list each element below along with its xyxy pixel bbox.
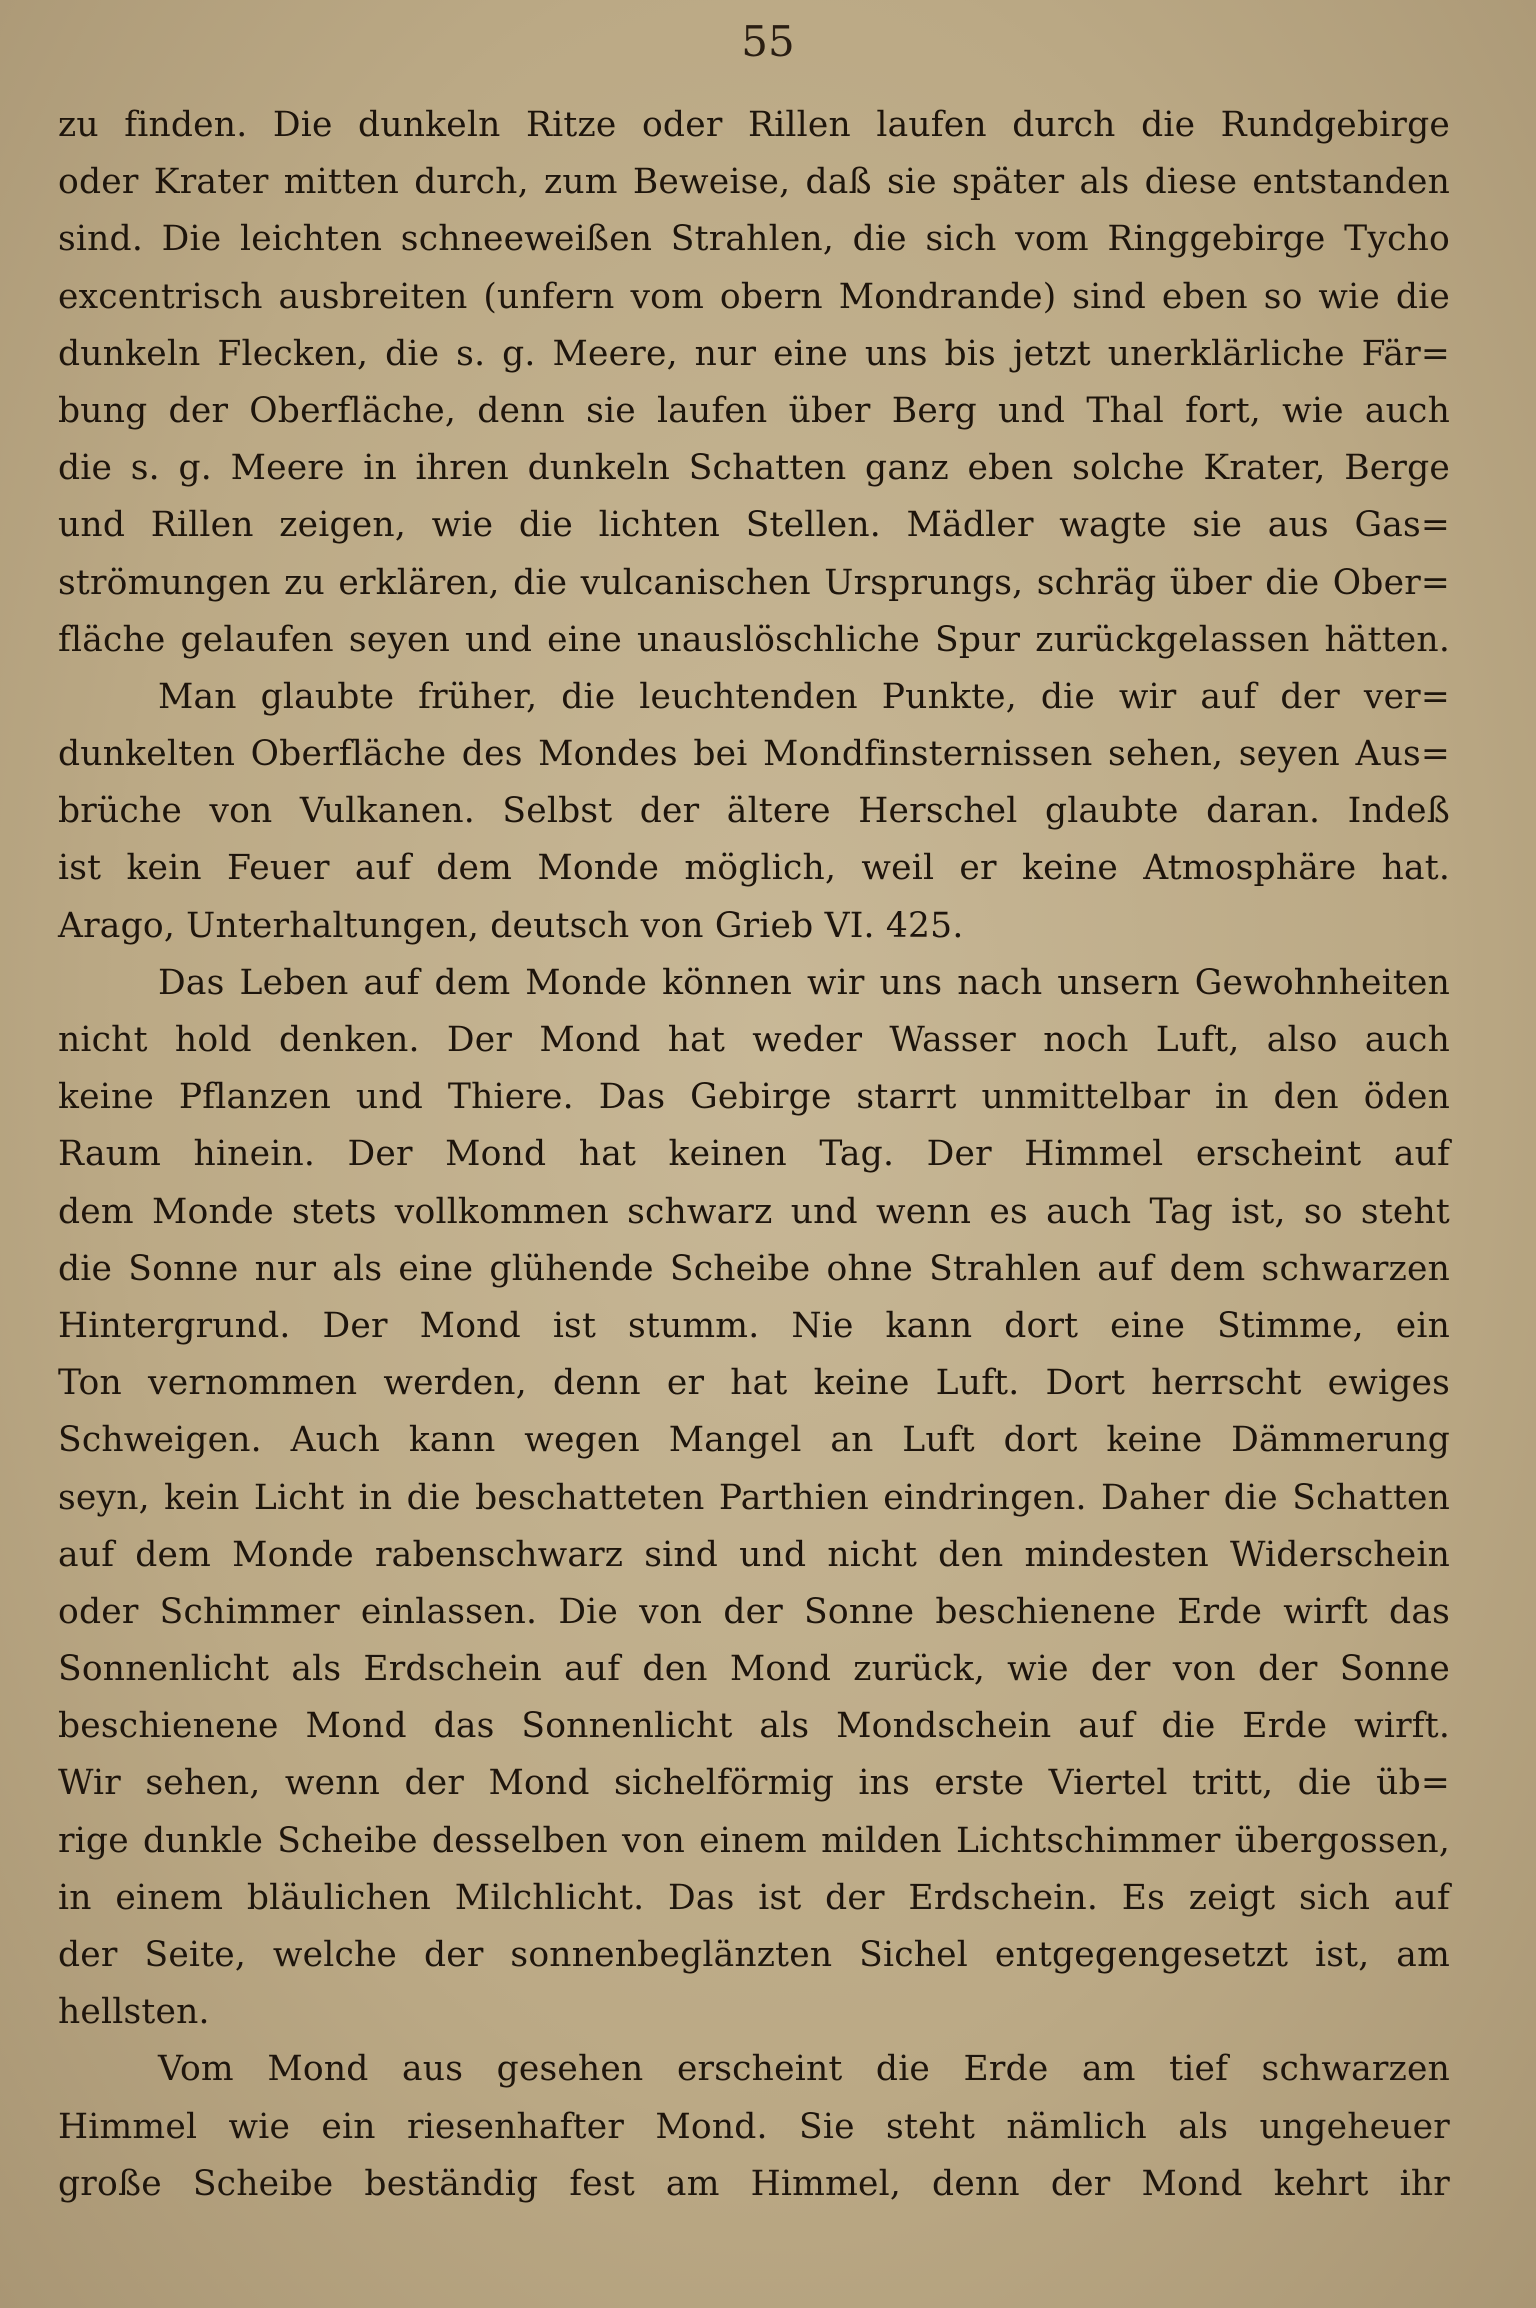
text-line: Schweigen. Auch kann wegen Mangel an Luft dort keine Dämmerung bbox=[58, 1420, 1450, 1461]
text-line: rige dunkle Scheibe desselben von einem milden Lichtschimmer übergossen, bbox=[58, 1820, 1450, 1861]
paragraph bbox=[58, 955, 1450, 2042]
text-line: ist kein Feuer auf dem Monde möglich, weil er keine Atmosphäre hat. bbox=[58, 848, 1450, 889]
text-line: Man glaubte früher, die leuchtenden Punkte, die wir auf der ver= bbox=[158, 676, 1450, 717]
text-line: Himmel wie ein riesenhafter Mond. Sie steht nämlich als ungeheuer bbox=[58, 2106, 1450, 2147]
text-line: Arago, Unterhaltungen, deutsch von Grieb VI. 425. bbox=[58, 905, 964, 946]
text-line: Wir sehen, wenn der Mond sichelförmig ins erste Viertel tritt, die üb= bbox=[58, 1763, 1450, 1804]
text-line: beschienene Mond das Sonnenlicht als Mondschein auf die Erde wirft. bbox=[58, 1706, 1450, 1747]
text-line: fläche gelaufen seyen und eine unauslöschliche Spur zurückgelassen hätten. bbox=[58, 619, 1450, 660]
body-text bbox=[58, 97, 1450, 2213]
text-line: excentrisch ausbreiten (unfern vom obern Mondrande) sind eben so wie die bbox=[58, 276, 1450, 317]
text-line: dem Monde stets vollkommen schwarz und wenn es auch Tag ist, so steht bbox=[58, 1191, 1450, 1232]
text-line: Sonnenlicht als Erdschein auf den Mond zurück, wie der von der Sonne bbox=[58, 1649, 1450, 1690]
text-line: Das Leben auf dem Monde können wir uns nach unsern Gewohnheiten bbox=[158, 962, 1450, 1003]
text-line: dunkelten Oberfläche des Mondes bei Mondfinsternissen sehen, seyen Aus= bbox=[58, 734, 1450, 775]
text-line: auf dem Monde rabenschwarz sind und nicht den mindesten Widerschein bbox=[58, 1534, 1450, 1575]
text-line: strömungen zu erklären, die vulcanischen Ursprungs, schräg über die Ober= bbox=[58, 562, 1450, 603]
text-line: Ton vernommen werden, denn er hat keine Luft. Dort herrscht ewiges bbox=[58, 1363, 1450, 1404]
text-line: Vom Mond aus gesehen erscheint die Erde am tief schwarzen bbox=[158, 2049, 1450, 2090]
text-line: nicht hold denken. Der Mond hat weder Wasser noch Luft, also auch bbox=[58, 1020, 1450, 1060]
text-line: keine Pflanzen und Thiere. Das Gebirge starrt unmittelbar in den öden bbox=[58, 1077, 1450, 1118]
text-line: bung der Oberfläche, denn sie laufen über Berg und Thal fort, wie auch bbox=[58, 390, 1450, 431]
text-line: seyn, kein Licht in die beschatteten Parthien eindringen. Daher die Schatten bbox=[58, 1477, 1450, 1518]
text-line: oder Krater mitten durch, zum Beweise, daß sie später als diese entstanden bbox=[58, 162, 1450, 203]
paragraph bbox=[58, 97, 1450, 669]
text-line: die s. g. Meere in ihren dunkeln Schatten ganz eben solche Krater, Berge bbox=[58, 448, 1450, 489]
paragraph bbox=[58, 2041, 1450, 2213]
text-line: hellsten. bbox=[58, 1992, 210, 2033]
text-line: große Scheibe beständig fest am Himmel, denn der Mond kehrt ihr bbox=[58, 2163, 1450, 2204]
text-line: dunkeln Flecken, die s. g. Meere, nur eine uns bis jetzt unerklärliche Fär= bbox=[58, 333, 1450, 374]
page-number: 55 bbox=[741, 17, 795, 66]
paragraph bbox=[58, 669, 1450, 955]
text-line: zu finden. Die dunkeln Ritze oder Rillen laufen durch die Rundgebirge bbox=[58, 105, 1450, 145]
text-line: oder Schimmer einlassen. Die von der Sonne beschienene Erde wirft das bbox=[58, 1591, 1450, 1632]
text-line: Hintergrund. Der Mond ist stumm. Nie kann dort eine Stimme, ein bbox=[58, 1305, 1450, 1346]
text-line: Raum hinein. Der Mond hat keinen Tag. Der Himmel erscheint auf bbox=[58, 1134, 1450, 1175]
text-line: sind. Die leichten schneeweißen Strahlen, die sich vom Ringgebirge Tycho bbox=[58, 219, 1450, 260]
text-line: in einem bläulichen Milchlicht. Das ist der Erdschein. Es zeigt sich auf bbox=[58, 1877, 1450, 1918]
text-line: und Rillen zeigen, wie die lichten Stellen. Mädler wagte sie aus Gas= bbox=[58, 505, 1450, 546]
text-line: der Seite, welche der sonnenbeglänzten Sichel entgegengesetzt ist, am bbox=[58, 1935, 1450, 1975]
text-line: die Sonne nur als eine glühende Scheibe ohne Strahlen auf dem schwarzen bbox=[58, 1248, 1450, 1289]
text-line: brüche von Vulkanen. Selbst der ältere Herschel glaubte daran. Indeß bbox=[58, 791, 1450, 832]
